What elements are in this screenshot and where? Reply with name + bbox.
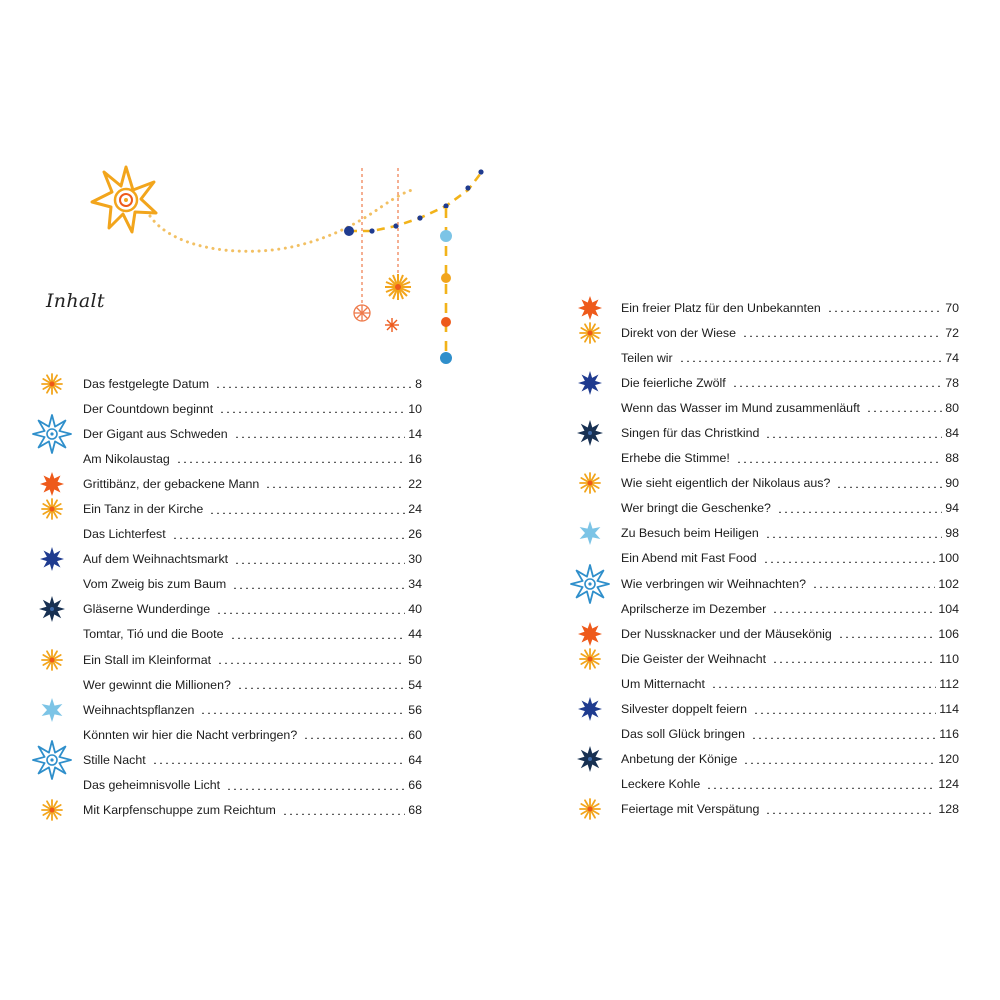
toc-entry-page: 26 bbox=[408, 527, 422, 542]
dot-leader bbox=[215, 379, 412, 388]
toc-entry-title: Das soll Glück bringen bbox=[621, 727, 745, 742]
toc-entry-title: Singen für das Christkind bbox=[621, 426, 760, 441]
toc-entry[interactable] bbox=[32, 522, 422, 547]
toc-right bbox=[570, 295, 959, 822]
toc-entry-page: 34 bbox=[408, 577, 422, 592]
toc-entry-title: Um Mitternacht bbox=[621, 676, 705, 691]
dot-leader bbox=[217, 655, 405, 664]
dot-leader bbox=[732, 378, 943, 387]
toc-entry-page: 88 bbox=[945, 451, 959, 466]
toc-entry-text bbox=[83, 547, 422, 572]
dot-leader bbox=[706, 780, 935, 789]
toc-entry-page: 78 bbox=[945, 375, 959, 390]
toc-entry-title: Am Nikolaustag bbox=[83, 451, 170, 466]
dot-leader bbox=[736, 454, 942, 463]
toc-entry[interactable] bbox=[32, 697, 422, 722]
orange-bead bbox=[441, 317, 451, 327]
toc-entry-page: 98 bbox=[945, 526, 959, 541]
toc-entry-page: 10 bbox=[408, 401, 422, 416]
toc-entry-page: 116 bbox=[939, 727, 959, 742]
dashed-garland bbox=[349, 173, 481, 231]
dot-leader bbox=[777, 504, 942, 513]
toc-entry[interactable] bbox=[570, 596, 959, 621]
toc-entry[interactable] bbox=[570, 345, 959, 370]
toc-entry-title: Feiertage mit Verspätung bbox=[621, 802, 760, 817]
toc-entry-page: 54 bbox=[408, 677, 422, 692]
toc-entry[interactable] bbox=[570, 646, 959, 671]
toc-entry[interactable] bbox=[32, 722, 422, 747]
dot-leader bbox=[765, 805, 935, 814]
dot-leader bbox=[836, 479, 942, 488]
toc-entry-title: Wer gewinnt die Millionen? bbox=[83, 677, 231, 692]
toc-entry-page: 106 bbox=[938, 626, 959, 641]
toc-entry-title: Tomtar, Tió und die Boote bbox=[83, 627, 224, 642]
dot-leader bbox=[265, 479, 405, 488]
toc-entry-title: Ein freier Platz für den Unbekannten bbox=[621, 300, 821, 315]
toc-entry[interactable] bbox=[570, 471, 959, 496]
toc-left bbox=[32, 371, 422, 823]
dotted-garland bbox=[150, 190, 412, 251]
dot-leader bbox=[743, 755, 935, 764]
gold-burst-icon bbox=[570, 789, 610, 829]
toc-entry-title: Anbetung der Könige bbox=[621, 752, 738, 767]
toc-entry[interactable] bbox=[32, 371, 422, 396]
dot-leader bbox=[763, 554, 936, 563]
dot-leader bbox=[772, 604, 935, 613]
toc-entry[interactable] bbox=[570, 747, 959, 772]
toc-entry-text bbox=[83, 396, 422, 421]
toc-entry-title: Grittibänz, der gebackene Mann bbox=[83, 476, 260, 491]
toc-entry-page: 112 bbox=[939, 676, 959, 691]
toc-entry-page: 22 bbox=[408, 476, 422, 491]
dot-leader bbox=[772, 654, 936, 663]
toc-entry[interactable] bbox=[32, 471, 422, 496]
page-title: Inhalt bbox=[46, 290, 105, 312]
toc-entry-page: 68 bbox=[408, 803, 422, 818]
toc-entry-title: Ein Tanz in der Kirche bbox=[83, 502, 204, 517]
dot-leader bbox=[742, 328, 942, 337]
toc-entry-text bbox=[83, 421, 422, 446]
toc-entry-page: 90 bbox=[945, 476, 959, 491]
dot-leader bbox=[765, 429, 942, 438]
toc-entry-page: 120 bbox=[938, 752, 959, 767]
toc-entry-page: 110 bbox=[939, 651, 959, 666]
toc-entry-title: Direkt von der Wiese bbox=[621, 325, 736, 340]
toc-entry-title: Könnten wir hier die Nacht verbringen? bbox=[83, 727, 298, 742]
toc-entry-text bbox=[83, 622, 422, 647]
toc-entry-page: 44 bbox=[408, 627, 422, 642]
dot-leader bbox=[711, 679, 936, 688]
toc-entry[interactable] bbox=[32, 773, 422, 798]
dot-leader bbox=[176, 454, 405, 463]
toc-entry-title: Die Geister der Weihnacht bbox=[621, 651, 767, 666]
toc-entry[interactable] bbox=[32, 798, 422, 823]
toc-entry[interactable] bbox=[32, 647, 422, 672]
dot-leader bbox=[765, 529, 942, 538]
dot-leader bbox=[838, 629, 936, 638]
toc-entry-text bbox=[621, 521, 959, 546]
toc-entry[interactable] bbox=[570, 295, 959, 320]
toc-entry-text bbox=[621, 722, 959, 747]
toc-entry-title: Wenn das Wasser im Mund zusammenläuft bbox=[621, 400, 860, 415]
toc-entry-text bbox=[83, 672, 422, 697]
toc-entry-page: 94 bbox=[945, 501, 959, 516]
dot-leader bbox=[753, 705, 936, 714]
toc-entry-text bbox=[621, 621, 959, 646]
toc-entry[interactable] bbox=[570, 521, 959, 546]
toc-entry-page: 100 bbox=[938, 551, 959, 566]
toc-entry-page: 128 bbox=[938, 802, 959, 817]
toc-entry[interactable] bbox=[570, 370, 959, 395]
toc-entry-title: Mit Karpfenschuppe zum Reichtum bbox=[83, 803, 276, 818]
toc-entry[interactable] bbox=[570, 797, 959, 822]
toc-entry-text bbox=[621, 420, 959, 445]
toc-entry-page: 56 bbox=[408, 702, 422, 717]
dot-leader bbox=[219, 404, 405, 413]
toc-entry-text bbox=[83, 697, 422, 722]
dot-leader bbox=[232, 580, 405, 589]
toc-entry-text bbox=[621, 671, 959, 696]
toc-entry-page: 16 bbox=[408, 451, 422, 466]
toc-entry-page: 84 bbox=[945, 426, 959, 441]
toc-entry[interactable] bbox=[570, 722, 959, 747]
toc-entry-title: Stille Nacht bbox=[83, 752, 146, 767]
dot-leader bbox=[209, 505, 405, 514]
toc-entry-text bbox=[621, 797, 959, 822]
dot-leader bbox=[234, 429, 406, 438]
toc-entry-title: Die feierliche Zwölf bbox=[621, 375, 726, 390]
toc-entry-title: Erhebe die Stimme! bbox=[621, 451, 730, 466]
toc-entry-title: Silvester doppelt feiern bbox=[621, 702, 748, 717]
dot-leader bbox=[234, 555, 405, 564]
toc-entry[interactable] bbox=[32, 572, 422, 597]
toc-entry-page: 104 bbox=[938, 601, 959, 616]
toc-entry-text bbox=[621, 370, 959, 395]
dot-leader bbox=[827, 303, 942, 312]
toc-entry-text bbox=[621, 345, 959, 370]
toc-entry-text bbox=[621, 471, 959, 496]
toc-entry-page: 72 bbox=[945, 325, 959, 340]
toc-entry-title: Auf dem Weihnachtsmarkt bbox=[83, 552, 229, 567]
toc-entry-page: 24 bbox=[408, 502, 422, 517]
toc-entry-page: 114 bbox=[939, 702, 959, 717]
toc-entry[interactable] bbox=[570, 395, 959, 420]
toc-entry-title: Der Countdown beginnt bbox=[83, 401, 214, 416]
dot-leader bbox=[303, 730, 405, 739]
toc-entry-page: 40 bbox=[408, 602, 422, 617]
toc-entry[interactable] bbox=[32, 421, 422, 446]
toc-entry-title: Wie sieht eigentlich der Nikolaus aus? bbox=[621, 476, 831, 491]
toc-entry[interactable] bbox=[570, 320, 959, 345]
toc-entry-title: Wer bringt die Geschenke? bbox=[621, 501, 771, 516]
toc-entry-text bbox=[621, 646, 959, 671]
toc-entry[interactable] bbox=[570, 446, 959, 471]
toc-entry[interactable] bbox=[570, 496, 959, 521]
toc-entry[interactable] bbox=[32, 672, 422, 697]
blue-bead bbox=[440, 352, 452, 364]
toc-entry-text bbox=[621, 496, 959, 521]
toc-entry-page: 66 bbox=[408, 778, 422, 793]
toc-entry-title: Leckere Kohle bbox=[621, 777, 701, 792]
gold-burst-ornament bbox=[385, 274, 411, 300]
dot-leader bbox=[237, 680, 405, 689]
toc-entry-text bbox=[83, 496, 422, 521]
dot-leader bbox=[226, 781, 405, 790]
toc-entry[interactable] bbox=[570, 546, 959, 571]
toc-entry-text bbox=[621, 546, 959, 571]
dot-leader bbox=[152, 755, 406, 764]
toc-entry-page: 30 bbox=[408, 552, 422, 567]
toc-entry-title: Zu Besuch beim Heiligen bbox=[621, 526, 759, 541]
toc-entry-page: 8 bbox=[415, 376, 422, 391]
toc-entry-title: Vom Zweig bis zum Baum bbox=[83, 577, 227, 592]
toc-entry-title: Ein Stall im Kleinformat bbox=[83, 652, 212, 667]
toc-entry-text bbox=[621, 295, 959, 320]
toc-entry-text bbox=[621, 571, 959, 596]
toc-entry-title: Das Lichterfest bbox=[83, 527, 166, 542]
toc-entry-text bbox=[83, 446, 422, 471]
toc-entry-page: 124 bbox=[938, 777, 959, 792]
toc-entry[interactable] bbox=[570, 621, 959, 646]
orange-burst-ornament bbox=[354, 305, 370, 321]
toc-entry-title: Wie verbringen wir Weihnachten? bbox=[621, 576, 807, 591]
toc-entry-title: Der Nussknacker und der Mäusekönig bbox=[621, 626, 832, 641]
gold-bead bbox=[441, 273, 451, 283]
toc-entry-text bbox=[621, 596, 959, 621]
toc-entry-text bbox=[83, 747, 422, 772]
toc-entry-text bbox=[621, 395, 959, 420]
toc-entry-text bbox=[621, 320, 959, 345]
toc-entry-title: Das geheimnisvolle Licht bbox=[83, 778, 221, 793]
toc-entry-text bbox=[83, 572, 422, 597]
toc-entry[interactable] bbox=[32, 496, 422, 521]
toc-entry-text bbox=[621, 446, 959, 471]
toc-entry-title: Weihnachtspflanzen bbox=[83, 702, 195, 717]
toc-entry-text bbox=[621, 747, 959, 772]
toc-entry-title: Ein Abend mit Fast Food bbox=[621, 551, 757, 566]
toc-entry[interactable] bbox=[570, 697, 959, 722]
small-orange-burst-ornament bbox=[385, 318, 399, 332]
toc-entry-page: 80 bbox=[945, 400, 959, 415]
toc-entry-title: Teilen wir bbox=[621, 350, 673, 365]
dot-leader bbox=[172, 530, 406, 539]
toc-entry-title: Aprilscherze im Dezember bbox=[621, 601, 767, 616]
dot-leader bbox=[812, 579, 935, 588]
toc-entry-text bbox=[83, 773, 422, 798]
toc-entry[interactable] bbox=[570, 420, 959, 445]
dot-leader bbox=[216, 605, 405, 614]
toc-entry-text bbox=[83, 798, 422, 823]
toc-entry[interactable] bbox=[32, 597, 422, 622]
dot-leader bbox=[282, 806, 405, 815]
navy-bead bbox=[344, 226, 354, 236]
toc-entry-page: 50 bbox=[408, 652, 422, 667]
toc-entry[interactable] bbox=[570, 671, 959, 696]
toc-entry-page: 74 bbox=[945, 350, 959, 365]
toc-entry-text bbox=[83, 597, 422, 622]
dot-leader bbox=[751, 730, 936, 739]
toc-entry-text bbox=[621, 697, 959, 722]
dot-leader bbox=[200, 705, 405, 714]
toc-entry[interactable] bbox=[32, 747, 422, 772]
toc-entry[interactable] bbox=[32, 446, 422, 471]
toc-entry-page: 60 bbox=[408, 727, 422, 742]
dot-leader bbox=[230, 630, 406, 639]
lightblue-bead bbox=[440, 230, 452, 242]
toc-entry-text bbox=[621, 772, 959, 797]
toc-entry-page: 70 bbox=[945, 300, 959, 315]
toc-entry-page: 102 bbox=[938, 576, 959, 591]
toc-entry-text bbox=[83, 722, 422, 747]
toc-entry[interactable] bbox=[32, 396, 422, 421]
toc-entry[interactable] bbox=[570, 571, 959, 596]
toc-entry-page: 64 bbox=[408, 752, 422, 767]
toc-entry-text bbox=[83, 471, 422, 496]
dot-leader bbox=[866, 403, 942, 412]
gold-star-icon bbox=[92, 167, 156, 232]
toc-entry[interactable] bbox=[570, 772, 959, 797]
toc-entry[interactable] bbox=[32, 547, 422, 572]
garland-beads bbox=[369, 169, 483, 233]
toc-entry-page: 14 bbox=[408, 426, 422, 441]
toc-entry-title: Das festgelegte Datum bbox=[83, 376, 210, 391]
toc-entry-text bbox=[83, 371, 422, 396]
dot-leader bbox=[679, 353, 943, 362]
toc-entry-title: Der Gigant aus Schweden bbox=[83, 426, 228, 441]
toc-entry[interactable] bbox=[32, 622, 422, 647]
toc-entry-title: Gläserne Wunderdinge bbox=[83, 602, 211, 617]
toc-entry-text bbox=[83, 647, 422, 672]
toc-entry-text bbox=[83, 522, 422, 547]
gold-burst-icon bbox=[32, 790, 72, 830]
